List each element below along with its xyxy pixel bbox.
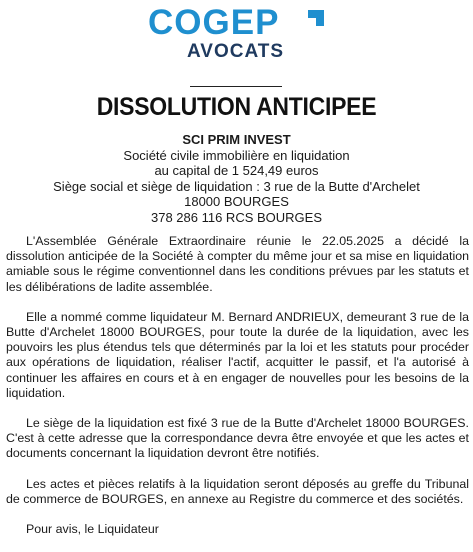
title-divider [190, 86, 282, 87]
company-name: SCI PRIM INVEST [182, 132, 291, 147]
company-address: Siège social et siège de liquidation : 3 rue de la Butte d'Archelet [53, 178, 420, 194]
paragraph-filing: Les actes et pièces relatifs à la liquidation seront déposés au greffe du Tribunal de commerce de BOURGES, en annexe au Registre du commerce et des sociétés. [6, 476, 469, 506]
cogep-logo [0, 4, 473, 68]
notice-body [6, 234, 469, 552]
paragraph-liquidator: Elle a nommé comme liquidateur M. Bernard ANDRIEUX, demeurant 3 rue de la Butte d'Archelet 18000 BOURGES, pour toute la durée de la liquidation, avec les pouvoirs les plus étendus tels que déterminés par la loi et les statuts pour procéder aux opérations de liquidation, réaliser l'actif, acquitter le passif, et l'a autorisé à continuer les affaires en cours et à en engager de nouvelles pour les besoins de la liquidation. [6, 309, 469, 400]
company-form: Société civile immobilière en liquidation [123, 147, 350, 163]
company-rcs: 378 286 116 RCS BOURGES [150, 209, 322, 225]
paragraph-seat: Le siège de la liquidation est fixé 3 rue de la Butte d'Archelet 18000 BOURGES. C'est à cette adresse que la correspondance devra être envoyée et que les actes et documents concernant la liquidation devront être notifiés. [6, 416, 469, 461]
company-block [0, 132, 473, 225]
paragraph-dissolution: L'Assemblée Générale Extraordinaire réunie le 22.05.2025 a décidé la dissolution anticipée de la Société à compter du même jour et sa mise en liquidation amiable sous le régime conventionnel dans les conditions prévues par les statuts et les délibérations de ladite assemblée. [6, 234, 469, 294]
company-city: 18000 BOURGES [184, 194, 289, 209]
company-capital: au capital de 1 524,49 euros [154, 163, 319, 178]
logo-word: COGEP [148, 3, 280, 42]
logo-square-icon [308, 10, 324, 26]
logo-subtitle: AVOCATS [187, 41, 285, 62]
notice-title: DISSOLUTION ANTICIPEE [96, 93, 377, 121]
paragraph-signature: Pour avis, le Liquidateur [26, 522, 159, 537]
